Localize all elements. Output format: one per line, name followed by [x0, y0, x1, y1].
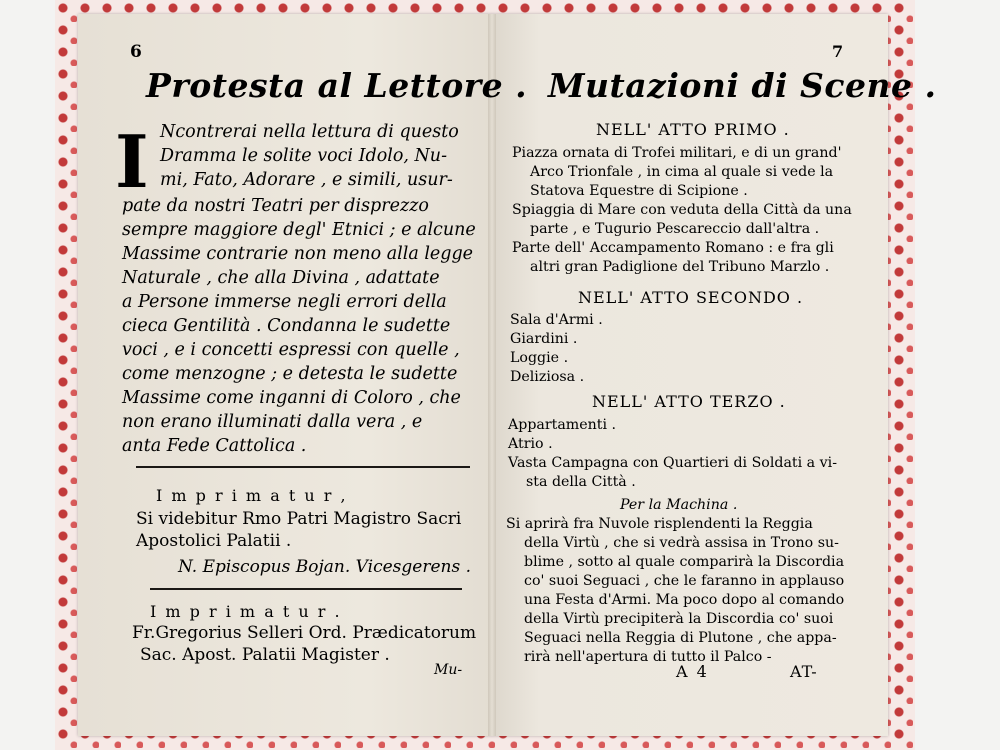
imprimatur-text: Si videbitur Rmo Patri Magistro Sacri [136, 509, 462, 529]
paragraph-line: Ncontrerai nella lettura di questo [160, 122, 459, 142]
scene-line: della Virtù precipiterà la Discordia co' suoi [524, 611, 834, 627]
scene-line: Sala d'Armi . [510, 312, 603, 328]
scene-line: Atrio . [508, 436, 553, 452]
scene-line: Deliziosa . [510, 369, 585, 385]
paragraph-line: sempre maggiore degl' Etnici ; e alcune [122, 220, 476, 240]
scene-line: Spiaggia di Mare con veduta della Città da una [512, 202, 852, 218]
paragraph-line: Massime come inganni di Coloro , che [122, 388, 461, 408]
right-page-number: 7 [832, 42, 844, 61]
paragraph-line: come menzogne ; e detesta le sudette [122, 364, 458, 384]
scene-line: Appartamenti . [508, 417, 617, 433]
paragraph-line: Dramma le solite voci Idolo, Nu- [160, 146, 447, 166]
paragraph-line: Naturale , che alla Divina , adattate [122, 268, 440, 288]
divider-rule [136, 466, 470, 468]
left-page-number: 6 [130, 42, 142, 62]
scene-line: una Festa d'Armi. Ma poco dopo al comando [524, 592, 845, 608]
scene-line: parte , e Tugurio Pescareccio dall'altra . [530, 221, 820, 237]
scene-line: Piazza ornata di Trofei militari, e di un grand' [512, 145, 842, 161]
scene-line: co' suoi Seguaci , che le faranno in applauso [524, 573, 845, 589]
imprimatur-text: Sac. Apost. Palatii Magister . [140, 645, 390, 665]
right-page-title: Mutazioni di Scene . [548, 66, 937, 105]
imprimatur-label: I m p r i m a t u r , [156, 486, 348, 505]
imprimatur-text: Apostolici Palatii . [136, 531, 292, 551]
paragraph-line: mi, Fato, Adorare , e simili, usur- [160, 170, 453, 190]
book-gutter [488, 14, 496, 736]
paragraph-line: Massime contrarie non meno alla legge [122, 244, 474, 264]
paragraph-line: non erano illuminati dalla vera , e [122, 412, 423, 432]
imprimatur-text: Fr.Gregorius Selleri Ord. Prædicatorum [132, 623, 477, 643]
scene-line: Loggie . [510, 350, 569, 366]
scene-line: Seguaci nella Reggia di Plutone , che appa- [524, 630, 837, 646]
drop-cap: I [115, 119, 149, 204]
scene-line: Giardini . [510, 331, 578, 347]
machina-heading: Per la Machina . [620, 497, 738, 513]
scene-line: della Virtù , che si vedrà assisa in Trono su- [524, 535, 839, 551]
divider-rule [150, 588, 462, 590]
paragraph-line: anta Fede Cattolica . [122, 436, 307, 456]
paragraph-line: cieca Gentilità . Condanna le sudette [122, 316, 451, 336]
act-heading: NELL' ATTO SECONDO . [578, 288, 804, 307]
scene-line: Vasta Campagna con Quartieri di Soldati a vi- [508, 455, 837, 471]
scene-line: sta della Città . [526, 474, 636, 490]
left-page-title: Protesta al Lettore . [146, 66, 528, 105]
scene-line: Statova Equestre di Scipione . [530, 183, 748, 199]
imprimatur-label: I m p r i m a t u r . [150, 602, 342, 621]
scene-line: rirà nell'apertura di tutto il Palco - [524, 649, 772, 665]
paragraph-line: a Persone immerse negli errori della [122, 292, 447, 312]
catchword: AT- [790, 662, 818, 681]
scene-line: altri gran Padiglione del Tribuno Marzlo . [530, 259, 830, 275]
scene-line: Parte dell' Accampamento Romano : e fra gli [512, 240, 834, 256]
catchword: Mu- [434, 662, 463, 678]
act-heading: NELL' ATTO TERZO . [592, 392, 786, 411]
scene-line: Arco Trionfale , in cima al quale si vede la [530, 164, 834, 180]
paragraph-line: pate da nostri Teatri per disprezzo [122, 196, 429, 216]
signature-mark: A 4 [676, 662, 709, 681]
act-heading: NELL' ATTO PRIMO . [596, 120, 790, 139]
scene-line: Si aprirà fra Nuvole risplendenti la Reggia [506, 516, 813, 532]
scene-line: blime , sotto al quale comparirà la Discordia [524, 554, 845, 570]
paragraph-line: voci , e i concetti espressi con quelle , [122, 340, 460, 360]
imprimatur-signature: N. Episcopus Bojan. Vicesgerens . [178, 557, 471, 577]
